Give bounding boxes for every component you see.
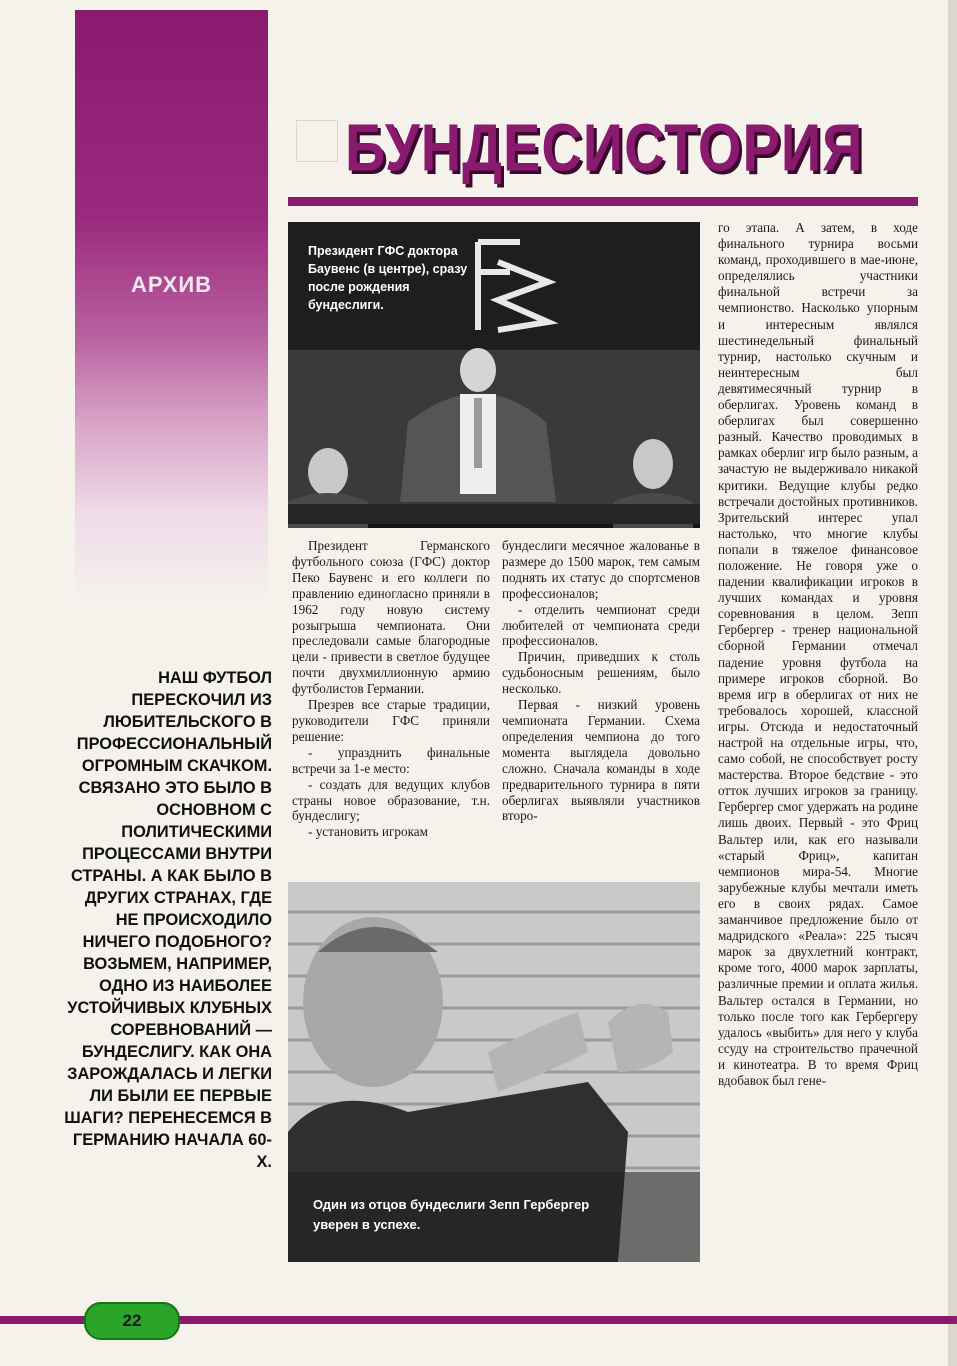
paragraph: Первая - низкий уровень чемпионата Германии. Схема определения чемпиона до того момента выглядела довольно сложно. Сначала команды в ходе предварительного турнира в пяти оберлигах выявляли участников второ- xyxy=(502,697,700,824)
text-column-b xyxy=(502,538,700,824)
paragraph: Презрев все старые традиции, руководители ГФС приняли решение: xyxy=(292,697,490,744)
lead-paragraph: НАШ ФУТБОЛ ПЕРЕСКОЧИЛ ИЗ ЛЮБИТЕЛЬСКОГО В ПРОФЕССИОНАЛЬНЫЙ ОГРОМНЫМ СКАЧКОМ. СВЯЗАНО ЭТО БЫЛО В ОСНОВНОМ С ПОЛИТИЧЕСКИМИ ПРОЦЕССАМИ ВНУТРИ СТРАНЫ. А КАК БЫЛО В ДРУГИХ СТРАНАХ, ГДЕ НЕ ПРОИСХОДИЛО НИЧЕГО ПОДОБНОГО? ВОЗЬМЕМ, НАПРИМЕР, ОДНО ИЗ НАИБОЛЕЕ УСТОЙЧИВЫХ КЛУБНЫХ СОРЕВНОВАНИЙ —БУНДЕСЛИГУ. КАК ОНА ЗАРОЖДАЛАСЬ И ЛЕГКИ ЛИ БЫЛИ ЕЕ ПЕРВЫЕ ШАГИ? ПЕРЕНЕСЕМСЯ В ГЕРМАНИЮ НАЧАЛА 60-Х. xyxy=(64,669,272,1171)
paragraph: - упразднить финальные встречи за 1-е место: xyxy=(292,744,490,776)
photo-herberger xyxy=(288,882,700,1262)
page-edge xyxy=(948,0,957,1366)
paragraph: - установить игрокам xyxy=(308,824,428,840)
paragraph: Президент Германского футбольного союза (ГФС) доктор Пеко Баувенс и его коллеги по правлению единогласно приняли в 1962 году новую систему розыгрыша чемпионата. Они преследовали самые благородные цели - привести в светлое будущее почти двухмиллионную армию футболистов Германии. xyxy=(292,538,490,697)
paragraph: го этапа. А затем, в ходе финального турнира восьми команд, проходившего в мае-июне, определялись участники финальной встречи за чемпионство. Насколько упорным и интересным являлся шестинедельный финальный турнир, настолько скучным и неинтересным был девятимесячный турнир в оберлигах. Уровень команд в оберлигах был совершенно разный. Качество проводимых в рамках оберлиг игр было разным, а зачастую не выдерживало никакой критики. Ведущие клубы редко встречали достойных противников. Зрительский интерес упал настолько, что многие клубы попали в тяжелое финансовое положение. Не говоря уже о падении квалификации игроков в лучших командах и уровня соревнования в целом. Зепп Гербергер - тренер национальной сборной Германии отмечал падение уровня футбола на примере игроков сборной. Во время игр в оберлигах от них не требовалось хорошей, классной игры. Отсюда и недостаточный настрой на отдельные игры, что, само собой, не способствует росту мастерства. Второе бедствие - это отток лучших игроков за границу. Гербергер смог удержать на родине лишь двоих. Первый - это Фриц Вальтер или, как его называли «старый Фриц», капитан чемпионов мира-54. Многие зарубежные клубы мечтали иметь его в своих рядах. Самое заманчивое предложение было от мадридского «Реала»: 225 тысяч марок за двухлетний контракт, кроме того, 4000 марок зарплаты, различные премии и оплата жилья. Вальтер остался в Германии, но только после того как Гербергеру удалось «выбить» для него у клуба ссуду на строительство прачечной и кинотеатра. В то время Фриц вдобавок был гене- xyxy=(718,220,918,1088)
photo2-caption: Один из отцов бундеслиги Зепп Гербергер уверен в успехе. xyxy=(313,1197,590,1232)
title-rule xyxy=(288,197,918,206)
text-column-c xyxy=(718,220,918,1089)
bleed-through-marks xyxy=(296,120,338,162)
paragraph: - создать для ведущих клубов страны новое образование, т.н. бундеслигу; xyxy=(292,776,490,824)
article-title: БУНДЕСИСТОРИЯ xyxy=(345,109,864,185)
paragraph: Причин, приведших к столь судьбоносным решениям, было несколько. xyxy=(502,649,700,697)
text-column-a xyxy=(292,538,490,840)
page-number-badge: 22 xyxy=(84,1302,180,1340)
section-color-bar xyxy=(75,10,268,602)
photo-press-conference xyxy=(288,222,700,528)
section-label: АРХИВ xyxy=(130,272,213,297)
paragraph: бундеслиги месячное жалованье в размере до 1500 марок, тем самым поднять их статус до спортсменов профессионалов; xyxy=(502,538,700,601)
paragraph: - отделить чемпионат среди любителей от чемпионата среди профессионалов. xyxy=(502,601,700,649)
photo1-caption: Президент ГФС доктора Баувенс (в центре), сразу после рождения бундеслиги. xyxy=(308,244,468,312)
